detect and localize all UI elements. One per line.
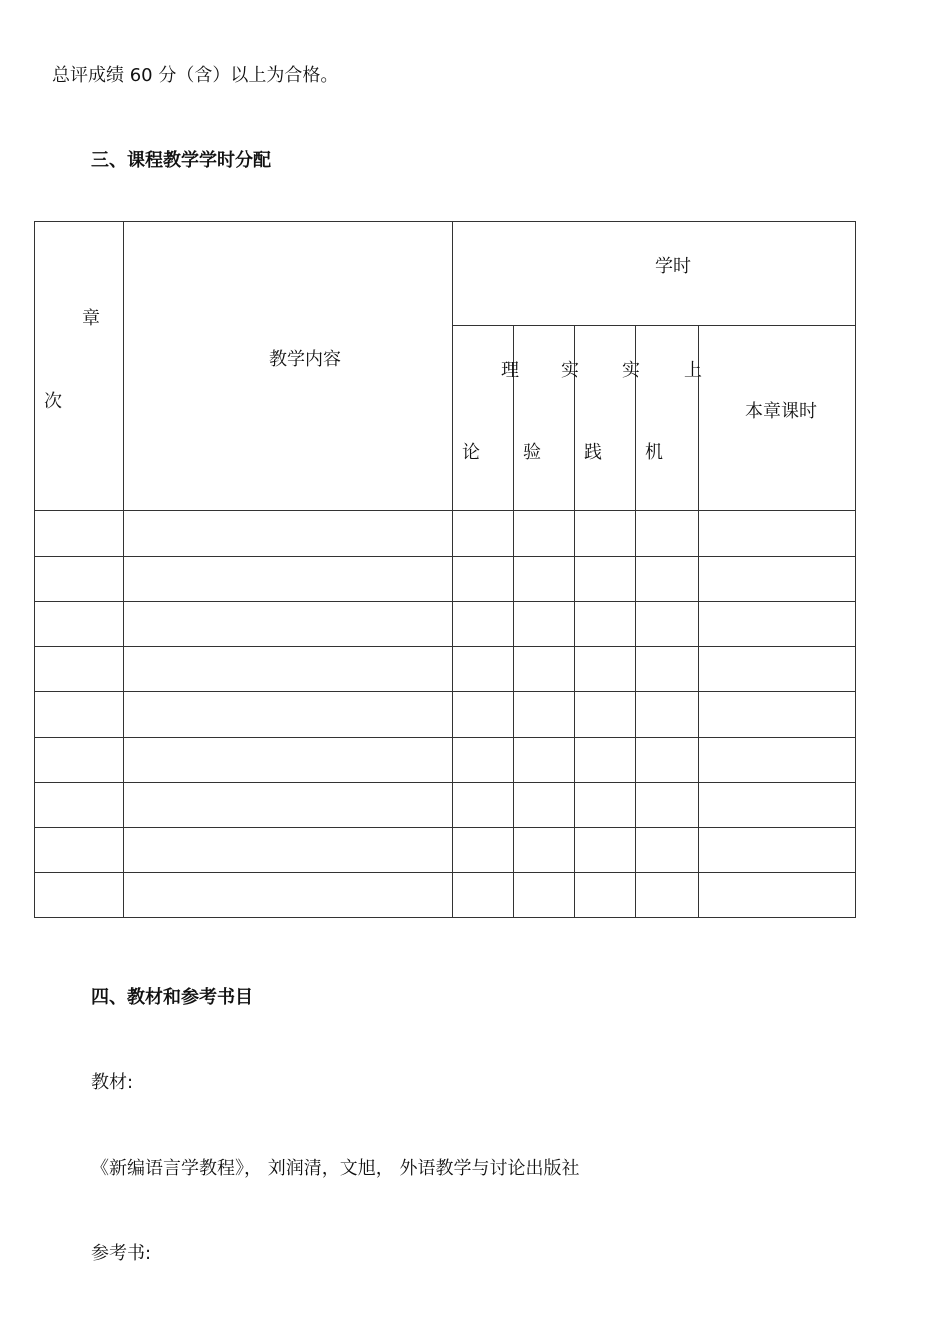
row-divider — [34, 872, 856, 873]
row-divider — [34, 827, 856, 828]
row-divider — [34, 646, 856, 647]
reference-label: 参考书: — [91, 1243, 152, 1264]
table-border-top — [34, 221, 856, 222]
header-bottom-divider — [34, 510, 856, 511]
textbook-label: 教材: — [91, 1072, 134, 1093]
row-divider — [34, 737, 856, 738]
row-divider — [34, 556, 856, 557]
row-divider — [34, 691, 856, 692]
computer-header-char2: 机 — [645, 442, 663, 463]
experiment-header-char2: 验 — [523, 442, 541, 463]
section4-heading: 四、教材和参考书目 — [91, 987, 253, 1008]
theory-header-char2: 论 — [462, 442, 480, 463]
content-header: 教学内容 — [269, 349, 341, 370]
textbook-entry: 《新编语言学教程》， 刘润清，文旭， 外语教学与讨论出版社 — [91, 1158, 580, 1179]
grading-note: 总评成绩 60 分（含）以上为合格。 — [52, 65, 339, 86]
row-divider — [34, 601, 856, 602]
row-divider — [34, 782, 856, 783]
table-border-left — [34, 221, 35, 918]
chapter-hours-header: 本章课时 — [745, 401, 817, 422]
practice-header-char1: 实 — [622, 360, 640, 381]
col-divider — [574, 325, 575, 918]
computer-header-char1: 上 — [684, 360, 702, 381]
theory-header-char1: 理 — [501, 360, 519, 381]
chapter-header-char2: 次 — [44, 391, 62, 412]
table-border-bottom — [34, 917, 856, 918]
practice-header-char2: 践 — [584, 442, 602, 463]
col-divider — [513, 325, 514, 918]
experiment-header-char1: 实 — [561, 360, 579, 381]
section3-heading: 三、课程教学学时分配 — [91, 150, 271, 171]
col-divider — [698, 325, 699, 918]
hours-header-divider — [452, 325, 856, 326]
col-divider — [635, 325, 636, 918]
chapter-header-char1: 章 — [82, 308, 100, 329]
col-divider — [123, 221, 124, 918]
hours-header: 学时 — [655, 256, 691, 277]
